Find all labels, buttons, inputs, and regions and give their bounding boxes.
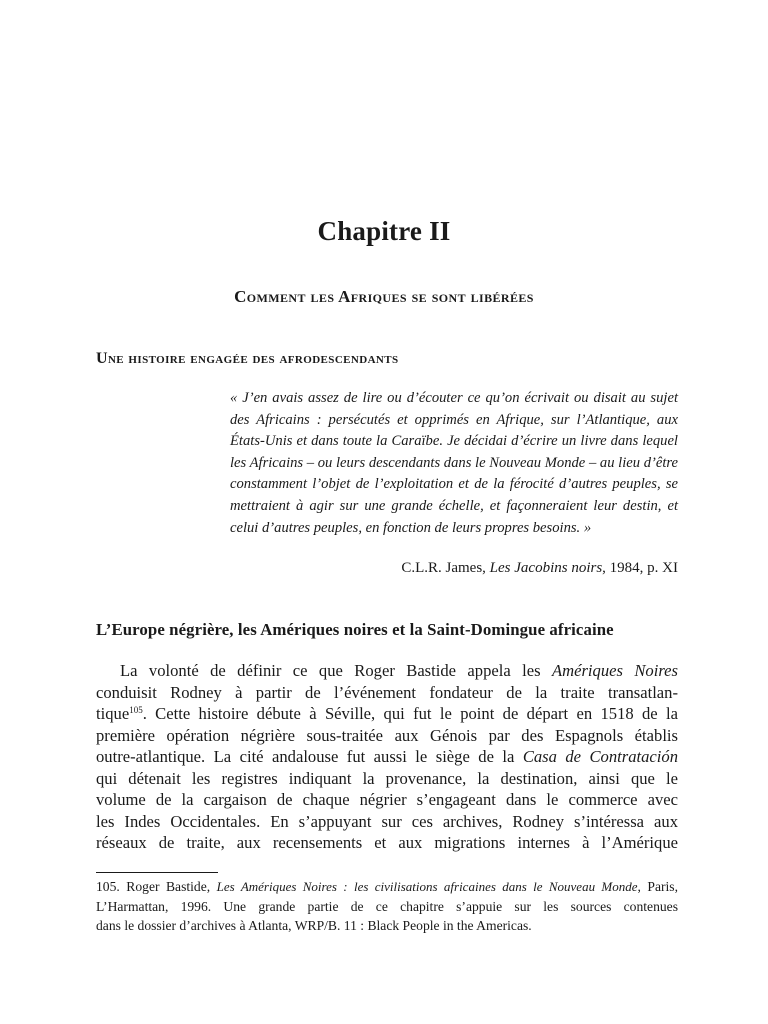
footnote-line [96, 877, 678, 897]
paragraph-line [96, 703, 678, 725]
subsection-heading: L’Europe négrière, les Amériques noires et la Saint-Domingue africaine [96, 620, 614, 639]
footnote-number: 105. [96, 879, 127, 894]
epigraph-source-author: C.L.R. James, [401, 560, 490, 576]
epigraph-source-title: Les Jacobins noirs [489, 560, 603, 576]
footnote-divider [96, 872, 218, 873]
paragraph-text: tique [96, 704, 130, 723]
paragraph-line: qui détenait les registres indiquant la provenance, la destination, ainsi que le [96, 768, 678, 788]
footnote-reference[interactable]: 105 [129, 705, 143, 715]
footnote-line: dans le dossier d’archives à Atlanta, WRP/B. 11 : Black People in the Americas. [96, 918, 532, 934]
chapter-subtitle: Comment les Afriques se sont libérées [234, 287, 534, 306]
paragraph-line: conduisit Rodney à partir de l’événement fondateur de la traite transatlan- [96, 682, 678, 702]
paragraph-text: La volonté de définir ce que Roger Bastide appela les [120, 661, 552, 680]
footnote-line: L’Harmattan, 1996. Une grande partie de ce chapitre s’appuie sur les sources contenues [96, 898, 678, 914]
paragraph-italic: Casa de Contratación [522, 747, 678, 766]
epigraph-source-rest: , 1984, p. XI [602, 560, 678, 576]
paragraph-text: outre-atlantique. La cité andalouse fut aussi le siège de la [96, 747, 523, 766]
footnote-105 [96, 877, 678, 936]
footnote-text: , Paris, [637, 879, 678, 894]
epigraph-quote: « J’en avais assez de lire ou d’écouter ce qu’on écrivait ou disait au sujet des Africains : persécutés et opprimés en Afrique, sur l’Atlantique, aux États-Unis et dans toute la Caraïbe. Je décidai d’écrire un livre dans lequel les Africains – ou leurs descendants dans le Nouveau Monde – au lieu d’être constamment l’objet de l’exploitation et de la férocité d’autres peuples, se mettraient à agir sur une grande échelle, et façonneraient leur destin, et celui d’autres peuples, en fonction de leurs propres besoins. » [230, 390, 678, 536]
paragraph-line: première opération négrière sous-traitée aux Génois par des Espagnols établis [96, 725, 678, 745]
footnote-author: Roger Bastide, [126, 879, 217, 894]
paragraph-line: les Indes Occidentales. En s’appuyant sur ces archives, Rodney s’intéressa aux [96, 811, 678, 831]
paragraph-line [96, 660, 678, 682]
paragraph-line [96, 746, 678, 768]
paragraph-line: réseaux de traite, aux recensements et aux migrations internes à l’Amérique [96, 833, 678, 852]
paragraph-line: volume de la cargaison de chaque négrier s’engageant dans le commerce avec [96, 790, 678, 809]
paragraph-text: . Cette histoire débute à Séville, qui fut le point de départ en 1518 de la [142, 704, 678, 723]
section-heading: Une histoire engagée des afrodescendants [96, 350, 399, 367]
chapter-title: Chapitre II [317, 216, 451, 246]
footnote-title: Les Amériques Noires : les civilisations africaines dans le Nouveau Monde [216, 879, 638, 894]
body-paragraph [96, 660, 678, 854]
epigraph-source [401, 560, 678, 577]
paragraph-italic: Amériques Noires [551, 661, 678, 680]
